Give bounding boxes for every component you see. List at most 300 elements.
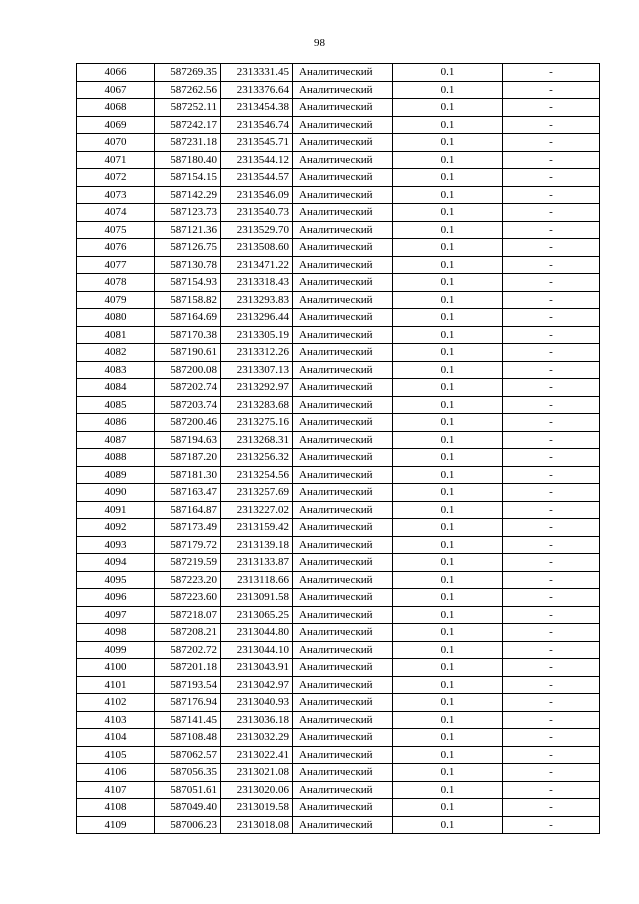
point-number-cell: 4087 — [77, 431, 155, 449]
method-cell: Аналитический — [293, 484, 393, 502]
accuracy-cell: 0.1 — [393, 571, 503, 589]
point-number-cell: 4102 — [77, 694, 155, 712]
y-coordinate-cell: 2313544.12 — [221, 151, 293, 169]
method-cell: Аналитический — [293, 186, 393, 204]
coordinates-table — [76, 63, 600, 834]
point-number-cell: 4078 — [77, 274, 155, 292]
point-number-cell: 4079 — [77, 291, 155, 309]
accuracy-cell: 0.1 — [393, 536, 503, 554]
table-row — [77, 64, 600, 82]
x-coordinate-cell: 587181.30 — [155, 466, 221, 484]
page-number: 98 — [314, 37, 325, 49]
method-cell: Аналитический — [293, 694, 393, 712]
accuracy-cell: 0.1 — [393, 519, 503, 537]
table-row — [77, 606, 600, 624]
table-row — [77, 309, 600, 327]
accuracy-cell: 0.1 — [393, 781, 503, 799]
table-row — [77, 676, 600, 694]
method-cell: Аналитический — [293, 449, 393, 467]
x-coordinate-cell: 587201.18 — [155, 659, 221, 677]
x-coordinate-cell: 587163.47 — [155, 484, 221, 502]
accuracy-cell: 0.1 — [393, 151, 503, 169]
point-number-cell: 4074 — [77, 204, 155, 222]
method-cell: Аналитический — [293, 151, 393, 169]
x-coordinate-cell: 587269.35 — [155, 64, 221, 82]
note-cell: - — [503, 799, 600, 817]
method-cell: Аналитический — [293, 361, 393, 379]
y-coordinate-cell: 2313019.58 — [221, 799, 293, 817]
accuracy-cell: 0.1 — [393, 169, 503, 187]
method-cell: Аналитический — [293, 466, 393, 484]
accuracy-cell: 0.1 — [393, 711, 503, 729]
x-coordinate-cell: 587252.11 — [155, 99, 221, 117]
point-number-cell: 4072 — [77, 169, 155, 187]
table-row — [77, 816, 600, 834]
point-number-cell: 4108 — [77, 799, 155, 817]
note-cell: - — [503, 519, 600, 537]
y-coordinate-cell: 2313159.42 — [221, 519, 293, 537]
note-cell: - — [503, 291, 600, 309]
point-number-cell: 4089 — [77, 466, 155, 484]
y-coordinate-cell: 2313021.08 — [221, 764, 293, 782]
point-number-cell: 4105 — [77, 746, 155, 764]
x-coordinate-cell: 587062.57 — [155, 746, 221, 764]
note-cell: - — [503, 729, 600, 747]
table-row — [77, 571, 600, 589]
table-row — [77, 764, 600, 782]
note-cell: - — [503, 816, 600, 834]
method-cell: Аналитический — [293, 239, 393, 257]
point-number-cell: 4097 — [77, 606, 155, 624]
note-cell: - — [503, 554, 600, 572]
y-coordinate-cell: 2313268.31 — [221, 431, 293, 449]
x-coordinate-cell: 587130.78 — [155, 256, 221, 274]
method-cell: Аналитический — [293, 344, 393, 362]
accuracy-cell: 0.1 — [393, 396, 503, 414]
table-row — [77, 466, 600, 484]
point-number-cell: 4101 — [77, 676, 155, 694]
table-row — [77, 554, 600, 572]
y-coordinate-cell: 2313454.38 — [221, 99, 293, 117]
table-row — [77, 414, 600, 432]
note-cell: - — [503, 379, 600, 397]
method-cell: Аналитический — [293, 781, 393, 799]
x-coordinate-cell: 587164.69 — [155, 309, 221, 327]
note-cell: - — [503, 449, 600, 467]
accuracy-cell: 0.1 — [393, 116, 503, 134]
accuracy-cell: 0.1 — [393, 746, 503, 764]
y-coordinate-cell: 2313318.43 — [221, 274, 293, 292]
coordinates-table-body — [77, 64, 600, 834]
table-row — [77, 799, 600, 817]
y-coordinate-cell: 2313546.09 — [221, 186, 293, 204]
y-coordinate-cell: 2313020.06 — [221, 781, 293, 799]
table-row — [77, 204, 600, 222]
accuracy-cell: 0.1 — [393, 99, 503, 117]
note-cell: - — [503, 204, 600, 222]
note-cell: - — [503, 484, 600, 502]
accuracy-cell: 0.1 — [393, 484, 503, 502]
point-number-cell: 4098 — [77, 624, 155, 642]
note-cell: - — [503, 186, 600, 204]
note-cell: - — [503, 256, 600, 274]
x-coordinate-cell: 587187.20 — [155, 449, 221, 467]
note-cell: - — [503, 274, 600, 292]
y-coordinate-cell: 2313312.26 — [221, 344, 293, 362]
y-coordinate-cell: 2313227.02 — [221, 501, 293, 519]
point-number-cell: 4092 — [77, 519, 155, 537]
table-row — [77, 729, 600, 747]
point-number-cell: 4069 — [77, 116, 155, 134]
table-row — [77, 291, 600, 309]
method-cell: Аналитический — [293, 624, 393, 642]
table-row — [77, 99, 600, 117]
table-row — [77, 169, 600, 187]
y-coordinate-cell: 2313044.10 — [221, 641, 293, 659]
point-number-cell: 4067 — [77, 81, 155, 99]
note-cell: - — [503, 711, 600, 729]
y-coordinate-cell: 2313307.13 — [221, 361, 293, 379]
note-cell: - — [503, 151, 600, 169]
accuracy-cell: 0.1 — [393, 309, 503, 327]
note-cell: - — [503, 764, 600, 782]
table-row — [77, 396, 600, 414]
method-cell: Аналитический — [293, 711, 393, 729]
note-cell: - — [503, 606, 600, 624]
accuracy-cell: 0.1 — [393, 256, 503, 274]
accuracy-cell: 0.1 — [393, 764, 503, 782]
method-cell: Аналитический — [293, 431, 393, 449]
table-row — [77, 239, 600, 257]
point-number-cell: 4088 — [77, 449, 155, 467]
table-row — [77, 379, 600, 397]
table-row — [77, 221, 600, 239]
note-cell: - — [503, 361, 600, 379]
note-cell: - — [503, 694, 600, 712]
y-coordinate-cell: 2313091.58 — [221, 589, 293, 607]
accuracy-cell: 0.1 — [393, 221, 503, 239]
accuracy-cell: 0.1 — [393, 239, 503, 257]
method-cell: Аналитический — [293, 221, 393, 239]
method-cell: Аналитический — [293, 554, 393, 572]
accuracy-cell: 0.1 — [393, 694, 503, 712]
point-number-cell: 4109 — [77, 816, 155, 834]
note-cell: - — [503, 414, 600, 432]
y-coordinate-cell: 2313508.60 — [221, 239, 293, 257]
point-number-cell: 4066 — [77, 64, 155, 82]
table-row — [77, 589, 600, 607]
y-coordinate-cell: 2313257.69 — [221, 484, 293, 502]
note-cell: - — [503, 501, 600, 519]
accuracy-cell: 0.1 — [393, 641, 503, 659]
point-number-cell: 4082 — [77, 344, 155, 362]
method-cell: Аналитический — [293, 501, 393, 519]
note-cell: - — [503, 326, 600, 344]
accuracy-cell: 0.1 — [393, 799, 503, 817]
table-row — [77, 274, 600, 292]
x-coordinate-cell: 587242.17 — [155, 116, 221, 134]
point-number-cell: 4075 — [77, 221, 155, 239]
x-coordinate-cell: 587049.40 — [155, 799, 221, 817]
x-coordinate-cell: 587108.48 — [155, 729, 221, 747]
accuracy-cell: 0.1 — [393, 676, 503, 694]
method-cell: Аналитический — [293, 816, 393, 834]
point-number-cell: 4086 — [77, 414, 155, 432]
x-coordinate-cell: 587218.07 — [155, 606, 221, 624]
accuracy-cell: 0.1 — [393, 64, 503, 82]
accuracy-cell: 0.1 — [393, 624, 503, 642]
note-cell: - — [503, 221, 600, 239]
method-cell: Аналитический — [293, 764, 393, 782]
accuracy-cell: 0.1 — [393, 274, 503, 292]
note-cell: - — [503, 536, 600, 554]
method-cell: Аналитический — [293, 746, 393, 764]
y-coordinate-cell: 2313529.70 — [221, 221, 293, 239]
point-number-cell: 4081 — [77, 326, 155, 344]
table-row — [77, 344, 600, 362]
point-number-cell: 4104 — [77, 729, 155, 747]
x-coordinate-cell: 587170.38 — [155, 326, 221, 344]
point-number-cell: 4076 — [77, 239, 155, 257]
y-coordinate-cell: 2313139.18 — [221, 536, 293, 554]
y-coordinate-cell: 2313471.22 — [221, 256, 293, 274]
y-coordinate-cell: 2313042.97 — [221, 676, 293, 694]
accuracy-cell: 0.1 — [393, 816, 503, 834]
note-cell: - — [503, 309, 600, 327]
table-row — [77, 186, 600, 204]
table-row — [77, 536, 600, 554]
point-number-cell: 4099 — [77, 641, 155, 659]
note-cell: - — [503, 676, 600, 694]
note-cell: - — [503, 239, 600, 257]
y-coordinate-cell: 2313254.56 — [221, 466, 293, 484]
table-row — [77, 256, 600, 274]
accuracy-cell: 0.1 — [393, 431, 503, 449]
accuracy-cell: 0.1 — [393, 186, 503, 204]
table-row — [77, 519, 600, 537]
y-coordinate-cell: 2313376.64 — [221, 81, 293, 99]
y-coordinate-cell: 2313275.16 — [221, 414, 293, 432]
table-row — [77, 449, 600, 467]
note-cell: - — [503, 116, 600, 134]
y-coordinate-cell: 2313293.83 — [221, 291, 293, 309]
table-row — [77, 641, 600, 659]
y-coordinate-cell: 2313292.97 — [221, 379, 293, 397]
accuracy-cell: 0.1 — [393, 501, 503, 519]
y-coordinate-cell: 2313133.87 — [221, 554, 293, 572]
table-row — [77, 134, 600, 152]
table-row — [77, 781, 600, 799]
x-coordinate-cell: 587193.54 — [155, 676, 221, 694]
accuracy-cell: 0.1 — [393, 134, 503, 152]
accuracy-cell: 0.1 — [393, 589, 503, 607]
point-number-cell: 4071 — [77, 151, 155, 169]
point-number-cell: 4094 — [77, 554, 155, 572]
method-cell: Аналитический — [293, 64, 393, 82]
point-number-cell: 4070 — [77, 134, 155, 152]
table-row — [77, 711, 600, 729]
point-number-cell: 4090 — [77, 484, 155, 502]
x-coordinate-cell: 587200.46 — [155, 414, 221, 432]
table-row — [77, 431, 600, 449]
point-number-cell: 4100 — [77, 659, 155, 677]
accuracy-cell: 0.1 — [393, 466, 503, 484]
method-cell: Аналитический — [293, 116, 393, 134]
accuracy-cell: 0.1 — [393, 361, 503, 379]
y-coordinate-cell: 2313044.80 — [221, 624, 293, 642]
x-coordinate-cell: 587176.94 — [155, 694, 221, 712]
x-coordinate-cell: 587123.73 — [155, 204, 221, 222]
x-coordinate-cell: 587223.20 — [155, 571, 221, 589]
y-coordinate-cell: 2313032.29 — [221, 729, 293, 747]
note-cell: - — [503, 396, 600, 414]
note-cell: - — [503, 431, 600, 449]
note-cell: - — [503, 781, 600, 799]
y-coordinate-cell: 2313296.44 — [221, 309, 293, 327]
x-coordinate-cell: 587121.36 — [155, 221, 221, 239]
x-coordinate-cell: 587202.74 — [155, 379, 221, 397]
table-row — [77, 361, 600, 379]
method-cell: Аналитический — [293, 589, 393, 607]
x-coordinate-cell: 587126.75 — [155, 239, 221, 257]
note-cell: - — [503, 81, 600, 99]
point-number-cell: 4084 — [77, 379, 155, 397]
method-cell: Аналитический — [293, 291, 393, 309]
x-coordinate-cell: 587208.21 — [155, 624, 221, 642]
point-number-cell: 4091 — [77, 501, 155, 519]
table-row — [77, 624, 600, 642]
accuracy-cell: 0.1 — [393, 379, 503, 397]
y-coordinate-cell: 2313040.93 — [221, 694, 293, 712]
point-number-cell: 4095 — [77, 571, 155, 589]
table-row — [77, 484, 600, 502]
note-cell: - — [503, 746, 600, 764]
method-cell: Аналитический — [293, 204, 393, 222]
table-row — [77, 746, 600, 764]
x-coordinate-cell: 587194.63 — [155, 431, 221, 449]
point-number-cell: 4103 — [77, 711, 155, 729]
point-number-cell: 4083 — [77, 361, 155, 379]
x-coordinate-cell: 587164.87 — [155, 501, 221, 519]
x-coordinate-cell: 587006.23 — [155, 816, 221, 834]
accuracy-cell: 0.1 — [393, 606, 503, 624]
table-row — [77, 151, 600, 169]
point-number-cell: 4107 — [77, 781, 155, 799]
y-coordinate-cell: 2313283.68 — [221, 396, 293, 414]
note-cell: - — [503, 641, 600, 659]
x-coordinate-cell: 587056.35 — [155, 764, 221, 782]
x-coordinate-cell: 587202.72 — [155, 641, 221, 659]
table-row — [77, 116, 600, 134]
y-coordinate-cell: 2313118.66 — [221, 571, 293, 589]
x-coordinate-cell: 587142.29 — [155, 186, 221, 204]
y-coordinate-cell: 2313544.57 — [221, 169, 293, 187]
accuracy-cell: 0.1 — [393, 204, 503, 222]
point-number-cell: 4106 — [77, 764, 155, 782]
point-number-cell: 4073 — [77, 186, 155, 204]
note-cell: - — [503, 99, 600, 117]
point-number-cell: 4096 — [77, 589, 155, 607]
y-coordinate-cell: 2313546.74 — [221, 116, 293, 134]
note-cell: - — [503, 134, 600, 152]
table-row — [77, 501, 600, 519]
method-cell: Аналитический — [293, 571, 393, 589]
method-cell: Аналитический — [293, 99, 393, 117]
method-cell: Аналитический — [293, 169, 393, 187]
x-coordinate-cell: 587223.60 — [155, 589, 221, 607]
point-number-cell: 4085 — [77, 396, 155, 414]
accuracy-cell: 0.1 — [393, 291, 503, 309]
note-cell: - — [503, 659, 600, 677]
y-coordinate-cell: 2313256.32 — [221, 449, 293, 467]
y-coordinate-cell: 2313545.71 — [221, 134, 293, 152]
y-coordinate-cell: 2313036.18 — [221, 711, 293, 729]
point-number-cell: 4068 — [77, 99, 155, 117]
x-coordinate-cell: 587158.82 — [155, 291, 221, 309]
x-coordinate-cell: 587180.40 — [155, 151, 221, 169]
accuracy-cell: 0.1 — [393, 659, 503, 677]
point-number-cell: 4077 — [77, 256, 155, 274]
method-cell: Аналитический — [293, 729, 393, 747]
x-coordinate-cell: 587219.59 — [155, 554, 221, 572]
note-cell: - — [503, 589, 600, 607]
x-coordinate-cell: 587173.49 — [155, 519, 221, 537]
x-coordinate-cell: 587051.61 — [155, 781, 221, 799]
method-cell: Аналитический — [293, 659, 393, 677]
accuracy-cell: 0.1 — [393, 449, 503, 467]
x-coordinate-cell: 587203.74 — [155, 396, 221, 414]
note-cell: - — [503, 64, 600, 82]
accuracy-cell: 0.1 — [393, 729, 503, 747]
y-coordinate-cell: 2313022.41 — [221, 746, 293, 764]
note-cell: - — [503, 344, 600, 362]
point-number-cell: 4093 — [77, 536, 155, 554]
point-number-cell: 4080 — [77, 309, 155, 327]
table-row — [77, 659, 600, 677]
table-row — [77, 326, 600, 344]
y-coordinate-cell: 2313018.08 — [221, 816, 293, 834]
x-coordinate-cell: 587179.72 — [155, 536, 221, 554]
y-coordinate-cell: 2313043.91 — [221, 659, 293, 677]
accuracy-cell: 0.1 — [393, 554, 503, 572]
y-coordinate-cell: 2313331.45 — [221, 64, 293, 82]
x-coordinate-cell: 587262.56 — [155, 81, 221, 99]
y-coordinate-cell: 2313305.19 — [221, 326, 293, 344]
method-cell: Аналитический — [293, 676, 393, 694]
y-coordinate-cell: 2313065.25 — [221, 606, 293, 624]
x-coordinate-cell: 587190.61 — [155, 344, 221, 362]
method-cell: Аналитический — [293, 134, 393, 152]
note-cell: - — [503, 169, 600, 187]
note-cell: - — [503, 571, 600, 589]
method-cell: Аналитический — [293, 326, 393, 344]
method-cell: Аналитический — [293, 414, 393, 432]
method-cell: Аналитический — [293, 309, 393, 327]
method-cell: Аналитический — [293, 519, 393, 537]
accuracy-cell: 0.1 — [393, 344, 503, 362]
x-coordinate-cell: 587154.93 — [155, 274, 221, 292]
method-cell: Аналитический — [293, 81, 393, 99]
method-cell: Аналитический — [293, 536, 393, 554]
x-coordinate-cell: 587141.45 — [155, 711, 221, 729]
method-cell: Аналитический — [293, 606, 393, 624]
table-row — [77, 81, 600, 99]
accuracy-cell: 0.1 — [393, 81, 503, 99]
table-row — [77, 694, 600, 712]
y-coordinate-cell: 2313540.73 — [221, 204, 293, 222]
note-cell: - — [503, 466, 600, 484]
accuracy-cell: 0.1 — [393, 414, 503, 432]
